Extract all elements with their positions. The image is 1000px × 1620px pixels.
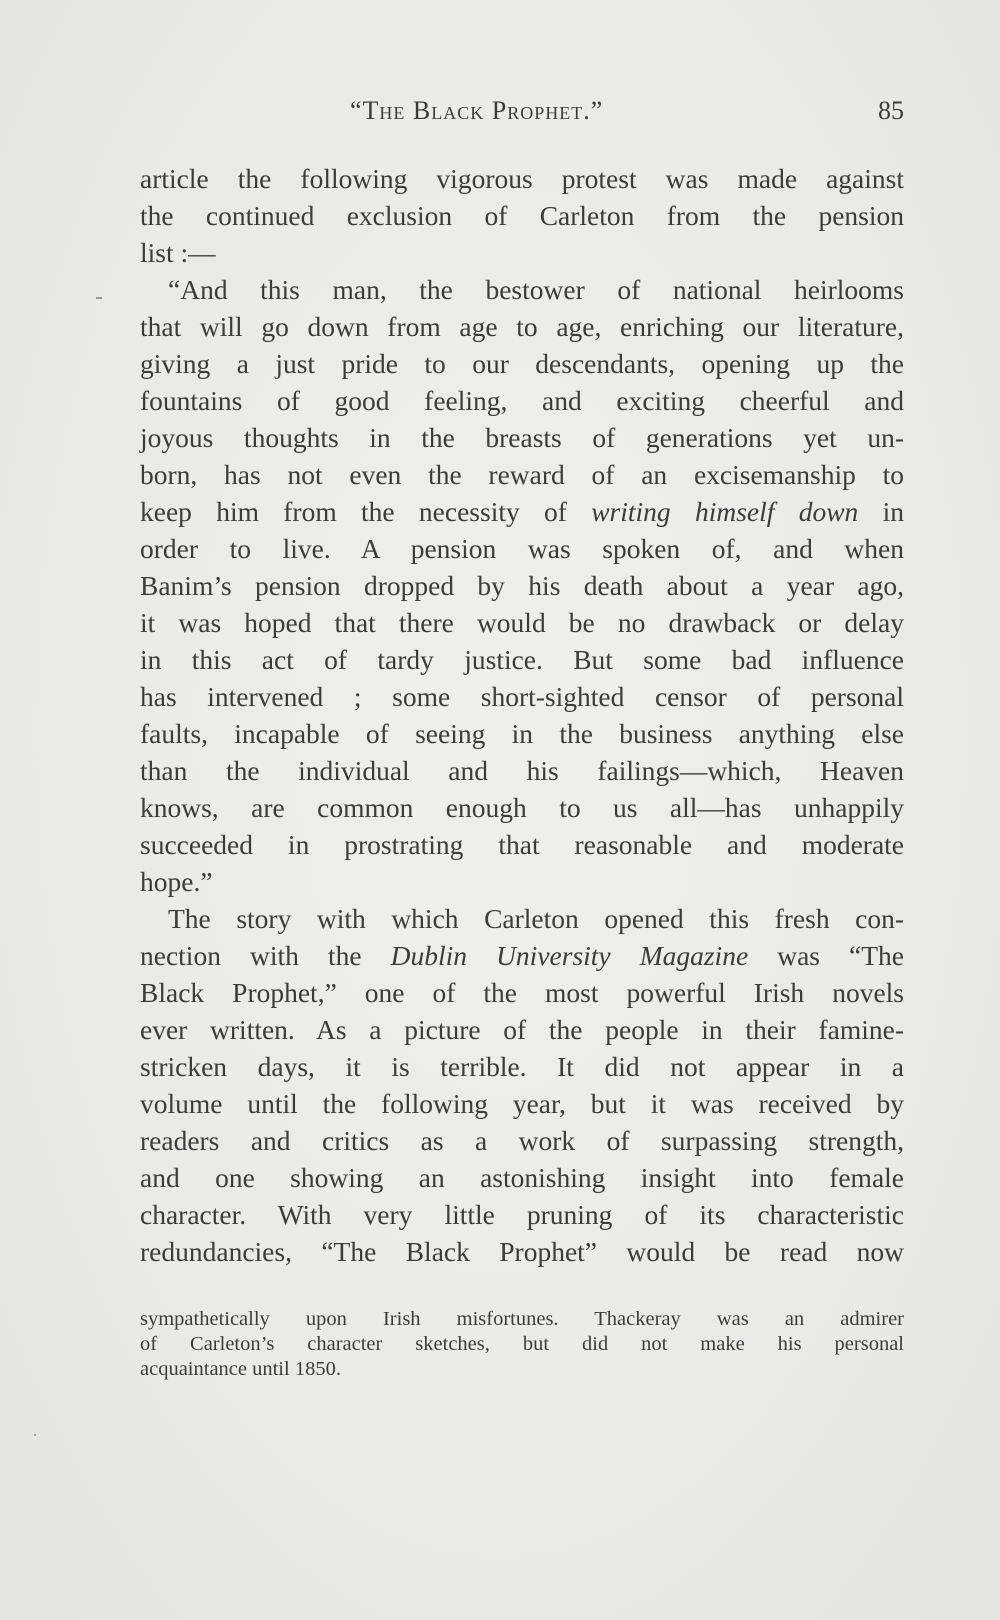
text-line: than the individual and his failings—which, Heaven (140, 755, 904, 786)
text-line: article the following vigorous protest was made against (140, 163, 904, 194)
text-line: has intervened ; some short-sighted censor of personal (140, 681, 904, 712)
text-line: hope.” (140, 866, 213, 897)
text-line: ever written. As a picture of the people in their famine- (140, 1014, 904, 1045)
text-line: fountains of good feeling, and exciting cheerful and (140, 385, 904, 416)
italic-phrase: writing himself down (591, 496, 859, 527)
page-header (140, 96, 904, 136)
text-line: succeeded in prostrating that reasonable and moderate (140, 829, 904, 860)
text-line: nection with the Dublin University Magazine was “The (140, 940, 905, 971)
text-line: that will go down from age to age, enriching our literature, (140, 311, 904, 342)
text-line: order to live. A pension was spoken of, and when (140, 533, 904, 564)
text-line: it was hoped that there would be no drawback or delay (140, 607, 904, 638)
text-line: faults, incapable of seeing in the business anything else (140, 718, 904, 749)
text-line: The story with which Carleton opened this fresh con- (168, 903, 904, 934)
footnote-line: acquaintance until 1850. (140, 1358, 341, 1380)
text-line: stricken days, it is terrible. It did not appear in a (140, 1051, 904, 1082)
text-line: “And this man, the bestower of national heirlooms (168, 274, 904, 305)
paper-speck (34, 1434, 36, 1436)
body-text (140, 160, 904, 1270)
text-line: Black Prophet,” one of the most powerful Irish novels (140, 977, 904, 1008)
text-line: character. With very little pruning of its characteristic (140, 1199, 904, 1230)
text-line: the continued exclusion of Carleton from the pension (140, 200, 904, 231)
page-number: 85 (878, 96, 904, 125)
text-line: readers and critics as a work of surpassing strength, (140, 1125, 904, 1156)
footnote-line: of Carleton’s character sketches, but did not make his personal (140, 1333, 904, 1355)
text-line: volume until the following year, but it was received by (140, 1088, 904, 1119)
text-line: and one showing an astonishing insight into female (140, 1162, 904, 1193)
text-line: keep him from the necessity of writing himself down in (140, 496, 904, 527)
text-line: joyous thoughts in the breasts of generations yet un- (140, 422, 904, 453)
text-line: knows, are common enough to us all—has unhappily (140, 792, 904, 823)
text-line: giving a just pride to our descendants, opening up the (140, 348, 904, 379)
text-line: list :— (140, 237, 216, 268)
running-title: “The Black Prophet.” (350, 96, 604, 125)
text-line: in this act of tardy justice. But some bad influence (140, 644, 904, 675)
text-line: born, has not even the reward of an excisemanship to (140, 459, 904, 490)
text-line: Banim’s pension dropped by his death about a year ago, (140, 570, 904, 601)
margin-mark (96, 297, 102, 299)
footnote-line: sympathetically upon Irish misfortunes. Thackeray was an admirer (140, 1308, 904, 1330)
text-line: redundancies, “The Black Prophet” would be read now (140, 1236, 904, 1267)
footnote (140, 1307, 904, 1382)
italic-phrase: Dublin University Magazine (390, 940, 749, 971)
